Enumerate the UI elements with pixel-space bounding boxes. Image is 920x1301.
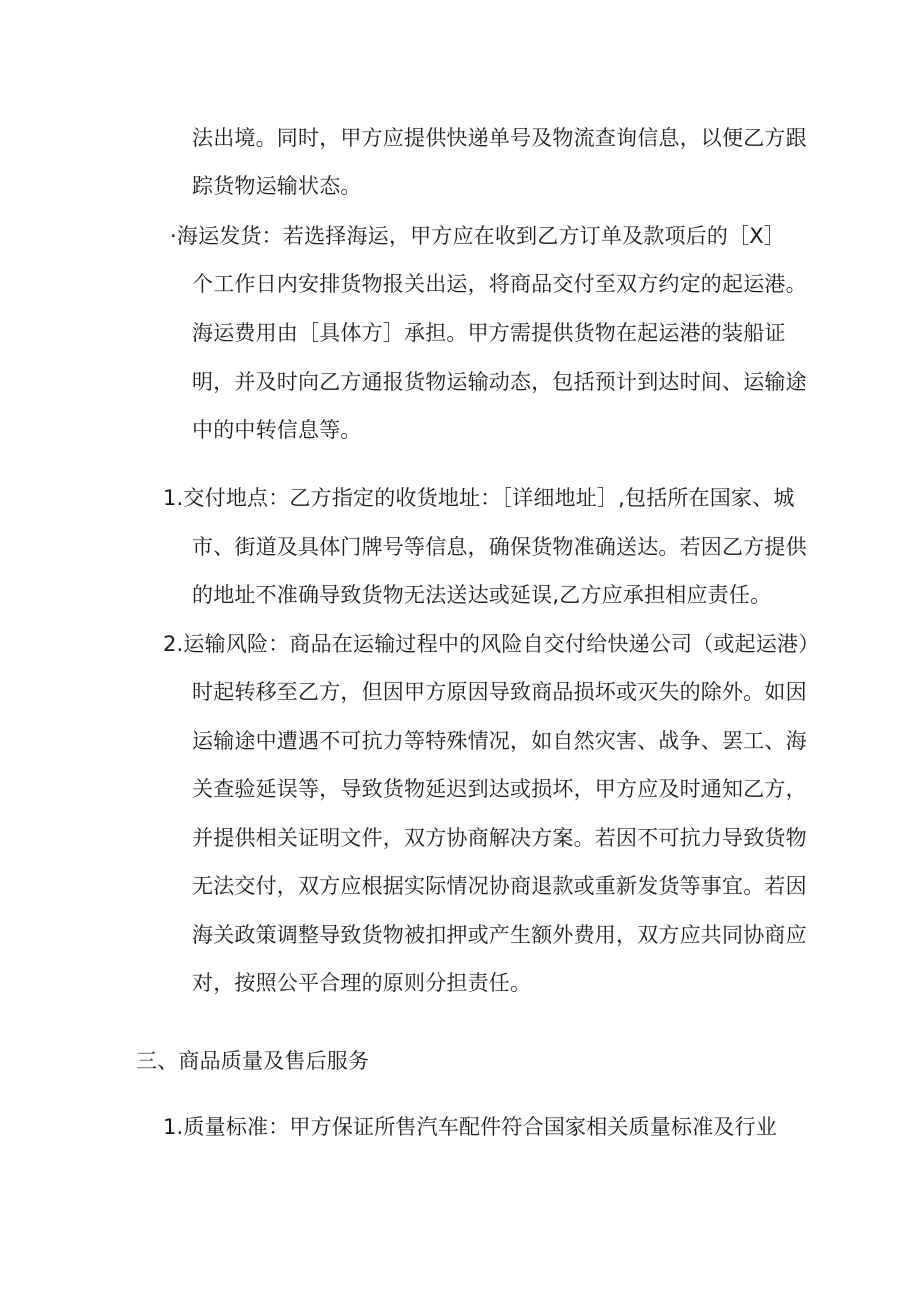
bullet-item-sea-shipping: ·海运发货：若选择海运，甲方应在收到乙方订单及款项后的［X］ xyxy=(170,224,786,248)
paragraph-line: 法出境。同时，甲方应提供快递单号及物流查询信息，以便乙方跟 xyxy=(192,126,807,150)
paragraph-line: 关查验延误等，导致货物延迟到达或损坏，甲方应及时通知乙方， xyxy=(192,777,807,801)
paragraph-line: 海关政策调整导致货物被扣押或产生额外费用，双方应共同协商应 xyxy=(192,923,807,947)
paragraph-line: 市、街道及具体门牌号等信息，确保货物准确送达。若因乙方提供 xyxy=(192,535,807,559)
paragraph-line: 并提供相关证明文件，双方协商解决方案。若因不可抗力导致货物 xyxy=(192,826,807,850)
paragraph-line: 无法交付，双方应根据实际情况协商退款或重新发货等事宜。若因 xyxy=(192,874,807,898)
paragraph-line: 个工作日内安排货物报关出运，将商品交付至双方约定的起运港。 xyxy=(192,272,807,296)
paragraph-line: 的地址不准确导致货物无法送达或延误,乙方应承担相应责任。 xyxy=(192,583,772,607)
paragraph-line: 对，按照公平合理的原则分担责任。 xyxy=(192,971,532,995)
paragraph-line: 运输途中遭遇不可抗力等特殊情况，如自然灾害、战争、罢工、海 xyxy=(192,729,807,753)
numbered-item-quality-standard: 1.质量标准：甲方保证所售汽车配件符合国家相关质量标准及行业 xyxy=(163,1115,778,1139)
paragraph-line: 海运费用由［具体方］承担。甲方需提供货物在起运港的装船证 xyxy=(192,321,786,345)
paragraph-line: 中的中转信息等。 xyxy=(192,418,362,442)
numbered-item-delivery-location: 1.交付地点：乙方指定的收货地址：［详细地址］,包括所在国家、城 xyxy=(163,486,795,510)
paragraph-line: 明，并及时向乙方通报货物运输动态，包括预计到达时间、运输途 xyxy=(192,370,807,394)
section-heading: 三、商品质量及售后服务 xyxy=(136,1049,370,1073)
paragraph-line: 时起转移至乙方，但因甲方原因导致商品损坏或灭失的除外。如因 xyxy=(192,680,807,704)
paragraph-line: 踪货物运输状态。 xyxy=(192,174,362,198)
numbered-item-transport-risk: 2.运输风险：商品在运输过程中的风险自交付给快递公司（或起运港） xyxy=(163,632,820,656)
